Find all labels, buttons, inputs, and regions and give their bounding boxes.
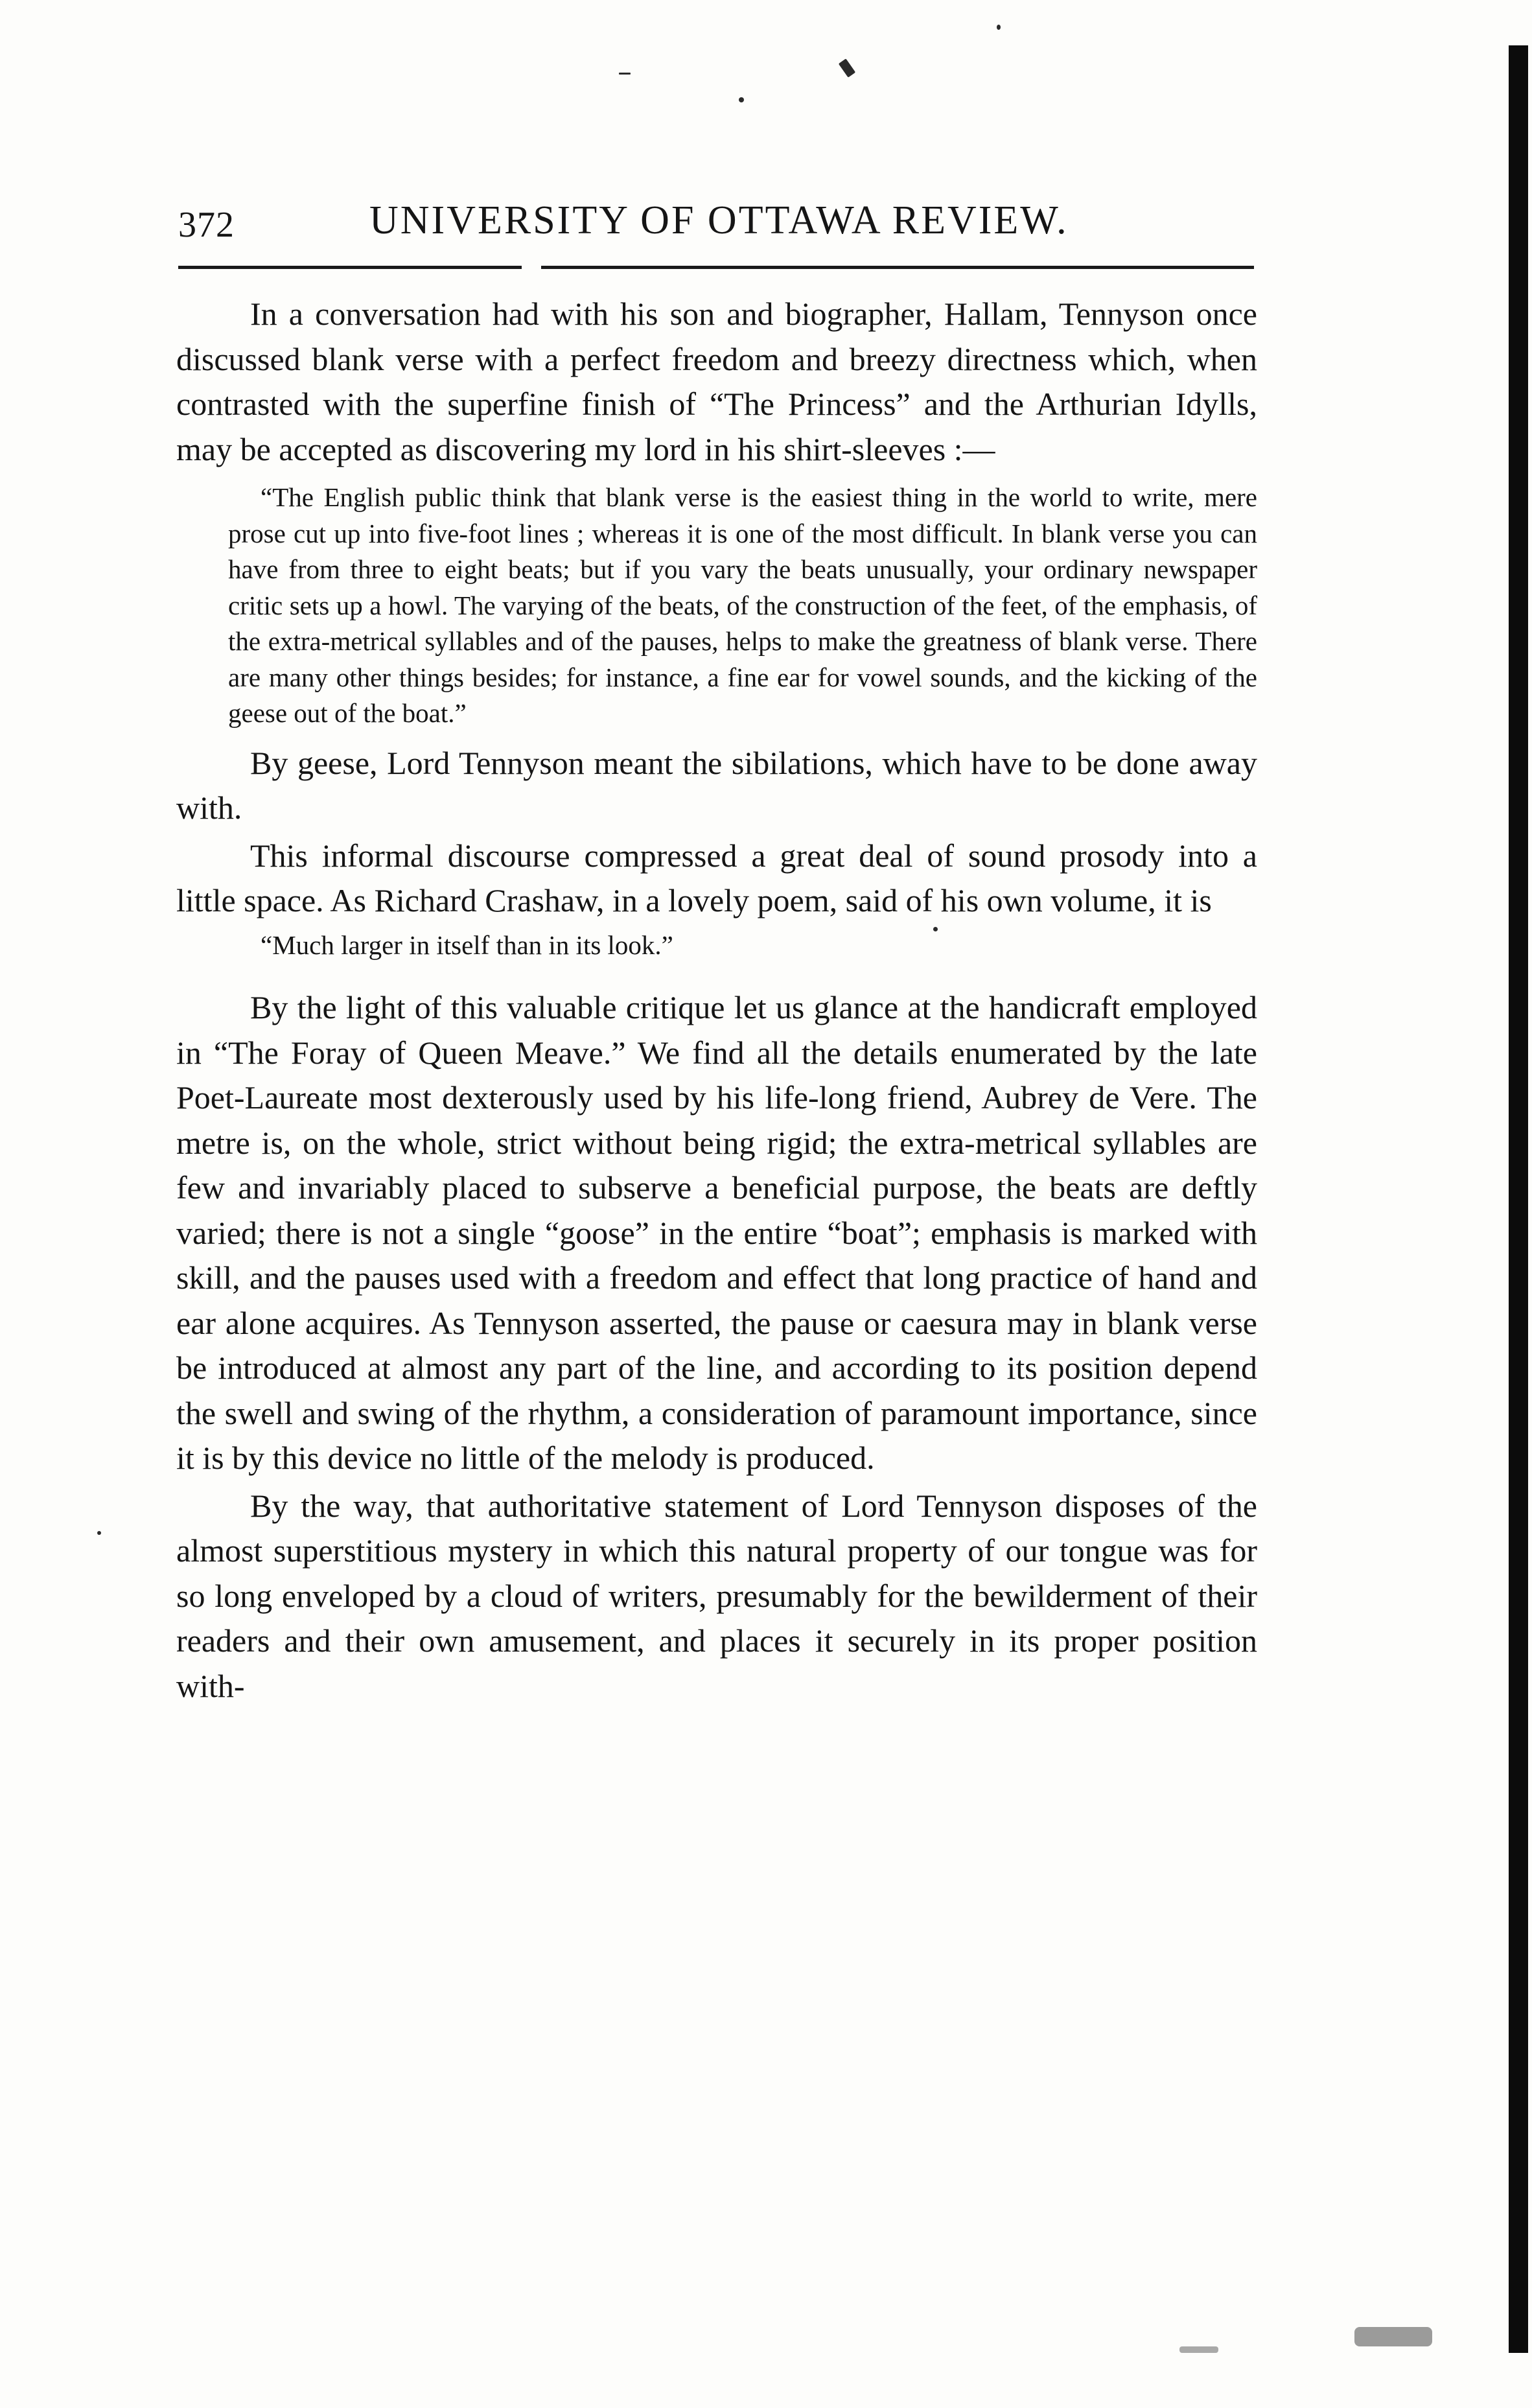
- paragraph-2: By geese, Lord Tennyson meant the sibilations, which have to be done away with.: [176, 744, 1257, 826]
- header-rule-right: [541, 266, 1254, 269]
- paragraph-1: In a conversation had with his son and biographer, Hallam, Tennyson once discussed blank verse with a perfect freedom and breezy directness which, when contrasted with the superfine finish of “The Princess” and the Arthurian Idylls, may be accepted as discovering my lord in his shirt-sleeves :—: [176, 296, 1257, 467]
- scan-speck: [997, 25, 1001, 30]
- scan-speck: [739, 97, 744, 102]
- scan-speck: [97, 1531, 101, 1535]
- body-text: [176, 292, 1257, 1711]
- paragraph-3: This informal discourse compressed a great deal of sound prosody into a little space. As Richard Crashaw, in a lovely poem, said of his own volume, it is: [176, 837, 1257, 918]
- scan-speck: [619, 73, 631, 75]
- running-title: UNIVERSITY OF OTTAWA REVIEW.: [369, 198, 1069, 242]
- block-quote-tennyson: “The English public think that blank verse is the easiest thing in the world to write, mere prose cut up into five-foot lines ; whereas it is one of the most difficult. In blank verse you can have from three to eight beats; but if you vary the beats unusually, your ordinary newspaper critic sets up a howl. The varying of the beats, of the construction of the feet, of the emphasis, of the extra-metrical syllables and of the pauses, helps to make the greatness of blank verse. There are many other things besides; for instance, a fine ear for vowel sounds, and the kicking of the geese out of the boat.”: [228, 482, 1257, 728]
- page-number: 372: [178, 205, 235, 245]
- scan-speck: [1179, 2346, 1218, 2353]
- page-header: [178, 198, 1267, 256]
- block-quote-crashaw: “Much larger in itself than in its look.”: [261, 929, 673, 960]
- binding-edge-shadow: [1509, 45, 1528, 2353]
- paragraph-5: By the way, that authoritative statement of Lord Tennyson disposes of the almost superstitious mystery in which this natural property of our tongue was for so long enveloped by a cloud of writers, presumably for the bewilderment of their readers and their own amusement, and places it securely in its proper position with-: [176, 1487, 1257, 1704]
- scan-speck: [839, 58, 855, 77]
- scan-speck: [1354, 2327, 1432, 2346]
- paragraph-4: By the light of this valuable critique let us glance at the handicraft employed in “The Foray of Queen Meave.” We find all the details enumerated by the late Poet-Laureate most dexterously used by his life-long friend, Aubrey de Vere. The metre is, on the whole, strict without being rigid; the extra-metrical syllables are few and invariably placed to subserve a beneficial purpose, the beats are deftly varied; there is not a single “goose” in the entire “boat”; emphasis is marked with skill, and the pauses used with a freedom and effect that long practice of hand and ear alone acquires. As Tennyson asserted, the pause or caesura may in blank verse be introduced at almost any part of the line, and according to its position depend the swell and swing of the rhythm, a consideration of paramount importance, since it is by this device no little of the melody is produced.: [176, 989, 1257, 1476]
- header-rule-left: [178, 266, 522, 269]
